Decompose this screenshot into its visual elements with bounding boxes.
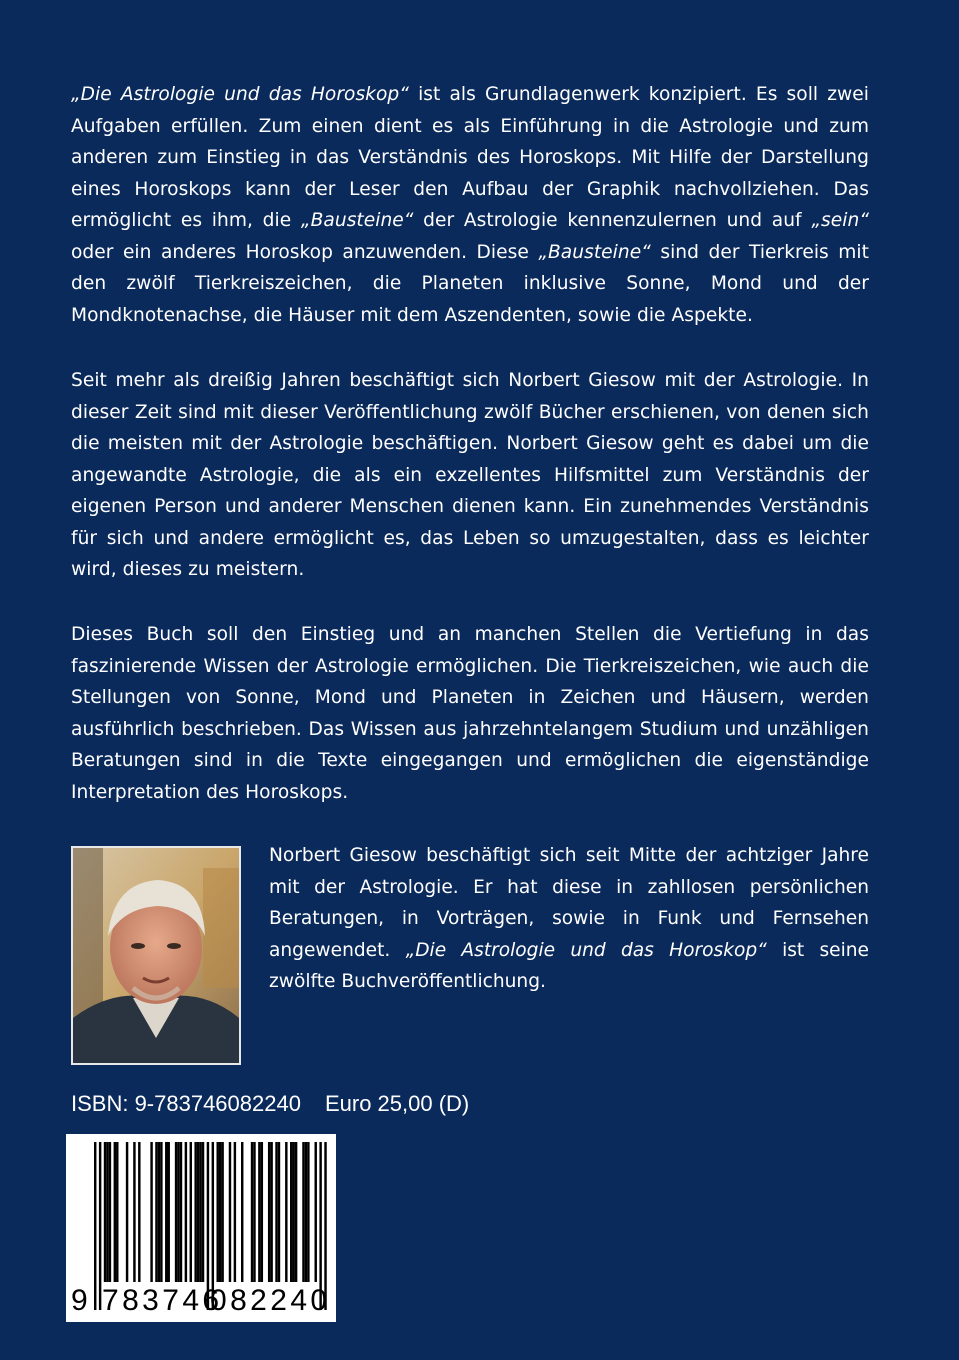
barcode-bar bbox=[261, 1142, 263, 1282]
description-paragraph-2: Seit mehr als dreißig Jahren beschäftigt sich Norbert Giesow mit der Astrologie. In dieser Zeit sind mit dieser Veröffentlichung zwölf Bücher erschienen, von denen sich die meisten mit der Astrologie beschäftigen. Norbert Giesow geht es dabei um die angewandte Astrologie, die als ein exzellentes Hilfsmittel zum Verständnis der eigenen Person und anderer Menschen dienen kann. Ein zunehmendes Verständnis für sich und andere ermöglicht es, das Leben so umzugestalten, dass es leichter wird, dieses zu meistern. bbox=[71, 370, 869, 580]
barcode-bar bbox=[229, 1142, 231, 1282]
barcode-bar bbox=[315, 1142, 317, 1282]
sein-italic: „sein“ bbox=[811, 210, 870, 231]
barcode-bar bbox=[307, 1142, 309, 1282]
barcode-bar bbox=[155, 1142, 157, 1282]
barcode-bar bbox=[221, 1142, 223, 1282]
barcode bbox=[66, 1134, 336, 1322]
barcode-right-group: 082240 bbox=[210, 1284, 331, 1317]
barcode-bar bbox=[104, 1142, 106, 1282]
barcode-bar bbox=[175, 1142, 177, 1282]
barcode-bar bbox=[292, 1142, 294, 1282]
barcode-bar bbox=[217, 1142, 219, 1282]
barcode-bar bbox=[185, 1142, 187, 1282]
barcode-bar bbox=[180, 1142, 182, 1282]
barcode-bar bbox=[202, 1142, 204, 1282]
barcode-bar bbox=[278, 1142, 280, 1282]
book-title-italic: „Die Astrologie und das Horoskop“ bbox=[405, 939, 767, 961]
barcode-first-digit: 9 bbox=[71, 1284, 88, 1317]
barcode-bar bbox=[253, 1142, 255, 1282]
barcode-bar bbox=[234, 1142, 236, 1282]
barcode-bar bbox=[251, 1142, 253, 1282]
isbn-label: ISBN: 9-783746082240 bbox=[71, 1091, 301, 1116]
barcode-digits bbox=[66, 1282, 336, 1318]
barcode-bar bbox=[270, 1142, 272, 1282]
barcode-bar bbox=[160, 1142, 162, 1282]
description-paragraph-1 bbox=[71, 79, 869, 331]
price-label: Euro 25,00 (D) bbox=[324, 1091, 470, 1116]
barcode-bar bbox=[258, 1142, 260, 1282]
barcode-bar bbox=[268, 1142, 270, 1282]
author-photo bbox=[71, 846, 241, 1065]
barcode-bar bbox=[109, 1142, 111, 1282]
barcode-bar bbox=[150, 1142, 152, 1282]
barcode-bar bbox=[168, 1142, 170, 1282]
barcode-bar bbox=[106, 1142, 108, 1282]
isbn-price-line bbox=[71, 1091, 469, 1117]
barcode-bar bbox=[190, 1142, 192, 1282]
barcode-bar bbox=[177, 1142, 179, 1282]
barcode-bar bbox=[295, 1142, 297, 1282]
barcode-bar bbox=[158, 1142, 160, 1282]
text-run: ist als Grundlagenwerk konzipiert. Es soll zwei Aufgaben erfüllen. Zum einen dient es als Einführung in die Astrologie und zum anderen zum Einstieg in das Verständnis des Horoskops. Mit Hilfe der Darstellung eines Horoskops kann der Leser den Aufbau der Graphik nachvollziehen. Das ermöglicht es ihm, die bbox=[71, 84, 869, 231]
bausteine-italic: „Bausteine“ bbox=[538, 241, 651, 263]
barcode-left-group: 783746 bbox=[102, 1284, 223, 1317]
text-run: Norbert Giesow beschäftigt sich seit Mitte der achtziger Jahre mit der Astrologie. Er hat diese in zahllosen persönlichen Beratungen, in Vorträgen, sowie in Funk und Fernsehen angewendet. bbox=[269, 845, 869, 961]
author-bio bbox=[269, 840, 869, 998]
book-title-italic: „Die Astrologie und das Horoskop“ bbox=[71, 84, 409, 105]
bausteine-italic: „Bausteine“ bbox=[300, 210, 414, 231]
barcode-bar bbox=[305, 1142, 307, 1282]
barcode-bar bbox=[219, 1142, 221, 1282]
text-run: ist seine zwölfte Buchveröffentlichung. bbox=[269, 939, 870, 992]
barcode-bar bbox=[165, 1142, 167, 1282]
barcode-bar bbox=[290, 1142, 292, 1282]
barcode-bar bbox=[114, 1142, 116, 1282]
author-portrait-illustration bbox=[73, 848, 239, 1063]
barcode-bar bbox=[285, 1142, 287, 1282]
barcode-bar bbox=[199, 1142, 201, 1282]
barcode-bar bbox=[302, 1142, 304, 1282]
barcode-bar bbox=[133, 1142, 135, 1282]
barcode-bar bbox=[116, 1142, 118, 1282]
description-paragraph-3: Dieses Buch soll den Einstieg und an manchen Stellen die Vertiefung in das faszinierende Wissen der Astrologie ermöglichen. Die Tierkreiszeichen, wie auch die Stellungen von Sonne, Mond und Planeten in Zeichen und Häusern, werden ausführlich beschrieben. Das Wissen aus jahrzehntelangem Studium und unzähligen Beratungen sind in die Texte eingegangen und ermöglichen die eigenständige Interpretation des Horoskops. bbox=[71, 624, 869, 803]
text-run: oder ein anderes Horoskop anzuwenden. Diese bbox=[71, 241, 539, 263]
barcode-bar bbox=[194, 1142, 196, 1282]
text-run: sind der Tierkreis mit den zwölf Tierkreiszeichen, die Planeten inklusive Sonne, Mond und der Mondknotenachse, die Häuser mit dem Aszendenten, sowie die Aspekte. bbox=[71, 241, 869, 326]
barcode-bar bbox=[241, 1142, 243, 1282]
barcode-bar bbox=[197, 1142, 199, 1282]
barcode-bar bbox=[275, 1142, 277, 1282]
text-run: der Astrologie kennenzulernen und auf bbox=[413, 210, 812, 231]
barcode-bar bbox=[126, 1142, 128, 1282]
barcode-bar bbox=[138, 1142, 140, 1282]
